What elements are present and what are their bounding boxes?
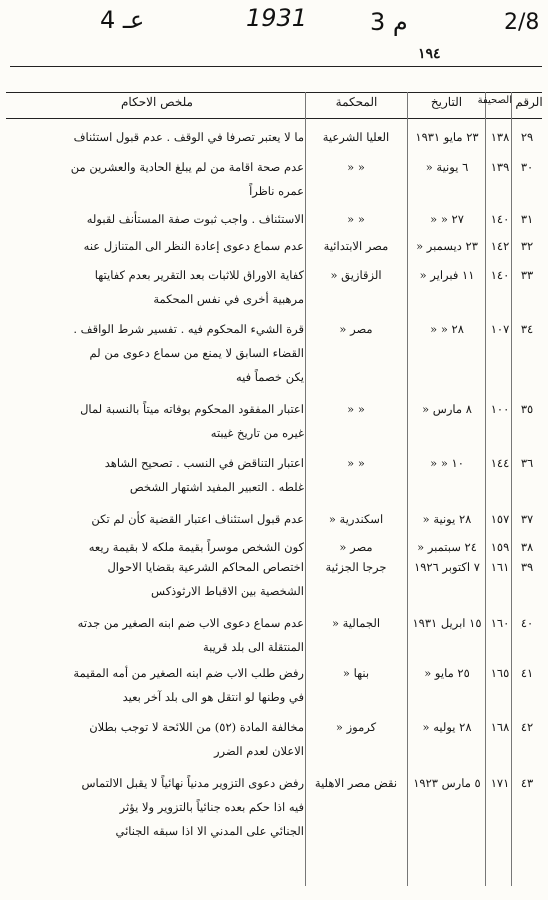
entry-court: « «: [347, 160, 365, 174]
entry-summary-line: يكن خصماً فيه: [236, 370, 304, 384]
entry-court: « «: [347, 402, 365, 416]
entry-summary-line: رفض دعوى التزوير مدنياً نهائياً لا يقبل الالتماس: [81, 776, 304, 790]
entry-page: ١٤٠: [490, 212, 510, 226]
entry-number: ٣٤: [520, 322, 534, 336]
entry-summary-line: مرهبية أخرى في نفس المحكمة: [153, 292, 304, 306]
entry-page: ١٦٨: [490, 720, 510, 734]
entry-summary-line: الجنائي على المدني الا اذا سبقه الجنائي: [115, 824, 304, 838]
entry-summary-line: عدم قبول استئناف اعتبار القضية كأن لم تكن: [91, 512, 304, 526]
entry-court: « «: [347, 456, 365, 470]
entry-page: ١٦٠: [490, 616, 510, 630]
entry-page: ١٥٩: [490, 540, 510, 554]
entry-summary-line: غلطه . التعبير المفيد اشتهار الشخص: [129, 480, 304, 494]
entry-number: ٣٩: [520, 560, 534, 574]
entry-date: ٥ مارس ١٩٢٣: [413, 776, 481, 790]
entry-summary-line: فيه اذا حكم بعده جنائياً بالتزوير ولا يؤثر: [119, 800, 304, 814]
entry-summary-line: اعتبار المفقود المحكوم بوفاته ميتاً بالنسبة لمال: [80, 402, 304, 416]
entry-number: ٣١: [520, 212, 534, 226]
entry-date: ٢٣ مايو ١٩٣١: [415, 130, 479, 144]
entry-summary-line: عدم صحة اقامة من لم يبلغ الحادية والعشرين من: [70, 160, 304, 174]
entry-summary-line: قرة الشيء المحكوم فيه . تفسير شرط الواقف .: [73, 322, 304, 336]
entry-page: ١٣٨: [490, 130, 510, 144]
entry-court: الزقازيق «: [330, 268, 382, 282]
entry-date: ١١ فبراير «: [419, 268, 475, 282]
entry-number: ٤١: [520, 666, 534, 680]
entry-court: مصر «: [339, 540, 373, 554]
entry-court: مصر الابتدائية: [323, 239, 389, 253]
entry-page: ١٤٢: [490, 239, 510, 253]
entry-number: ٤٣: [520, 776, 534, 790]
entry-page: ١٤٠: [490, 268, 510, 282]
entry-number: ٢٩: [520, 130, 534, 144]
entry-summary-line: كون الشخص موسراً بقيمة ملكه لا بقيمة ريعه: [88, 540, 304, 554]
entry-date: ٢٨ يوليه «: [422, 720, 472, 734]
header-number: الرقم: [515, 95, 543, 109]
entry-summary-line: غيره من تاريخ غيبته: [210, 426, 304, 440]
header-court: المحكمة: [335, 95, 378, 109]
handwritten-note-mark: م 3: [370, 8, 408, 36]
entry-summary-line: الاعلان لعدم الضرر: [213, 744, 304, 758]
handwritten-corner-mark: 2/8: [504, 10, 540, 35]
entry-number: ٣٥: [520, 402, 534, 416]
entry-number: ٣٢: [520, 239, 534, 253]
header-date: التاريخ: [430, 95, 463, 109]
entry-court: « «: [347, 212, 365, 226]
entry-number: ٣٧: [520, 512, 534, 526]
entry-summary-line: عمره ناظراً: [249, 184, 304, 198]
entry-date: ٧ اكتوبر ١٩٢٦: [414, 560, 480, 574]
entry-summary-line: في وطنها لو انتقل هو الى بلد آخر بعيد: [122, 690, 304, 704]
entry-date: ١٥ ابريل ١٩٣١: [412, 616, 482, 630]
entry-date: ٢٨ يونية «: [422, 512, 472, 526]
entry-number: ٣٣: [520, 268, 534, 282]
entry-summary-line: رفض طلب الاب ضم ابنه الصغير من أمه المقيمة: [73, 666, 304, 680]
entry-summary-line: المنتقلة الى بلد قريبة: [202, 640, 304, 654]
entry-number: ٤٢: [520, 720, 534, 734]
entry-date: ٢٤ سبتمبر «: [417, 540, 477, 554]
entry-page: ١٦١: [490, 560, 510, 574]
entry-date: ٦ يونية «: [425, 160, 469, 174]
entry-court: كرموز «: [335, 720, 377, 734]
header-summary: ملخص الاحكام: [121, 95, 193, 109]
entry-summary-line: اعتبار التناقض في النسب . تصحيح الشاهد: [104, 456, 304, 470]
entry-summary-line: الشخصية بين الاقباط الارثوذكس: [151, 584, 304, 598]
entry-summary-line: عدم سماع دعوى إعادة النظر الى المتنازل عنه: [83, 239, 304, 253]
entry-summary-line: مخالفة المادة (٥٢) من اللائحة لا توجب بطلان: [89, 720, 304, 734]
entry-page: ١٦٥: [490, 666, 510, 680]
entry-number: ٣٨: [520, 540, 534, 554]
entry-court: بنها «: [342, 666, 370, 680]
entry-number: ٣٠: [520, 160, 534, 174]
entry-summary-line: كفاية الاوراق للاثبات بعد التقرير بعدم كفايتها: [94, 268, 304, 282]
header-rule-top: [6, 92, 542, 93]
handwritten-note-left: عـ 4: [100, 6, 145, 34]
entry-date: ٢٥ مايو «: [424, 666, 470, 680]
entry-date: ٢٣ ديسمبر «: [416, 239, 478, 253]
header-rule-bottom: [6, 118, 542, 119]
entry-summary-line: القضاء السابق لا يمنع من سماع دعوى من لم: [89, 346, 304, 360]
entry-summary-line: الاستئناف . واجب ثبوت صفة المستأنف لقبوله: [86, 212, 304, 226]
entry-summary-line: اختصاص المحاكم الشرعية بقضايا الاحوال: [107, 560, 304, 574]
entry-number: ٣٦: [520, 456, 534, 470]
entry-page: ١٠٧: [490, 322, 510, 336]
entry-court: اسكندرية «: [328, 512, 384, 526]
entry-page: ١٠٠: [490, 402, 510, 416]
entry-date: ٢٨ « «: [430, 322, 464, 336]
page-number: ١٩٤: [418, 46, 441, 62]
entry-summary-line: ما لا يعتبر تصرفا في الوقف . عدم قبول استئناف: [73, 130, 304, 144]
entry-court: نقض مصر الاهلية: [314, 776, 398, 790]
entry-page: ١٤٤: [490, 456, 510, 470]
entry-date: ٢٧ « «: [430, 212, 464, 226]
entry-court: جرجا الجزئية: [325, 560, 387, 574]
entry-court: مصر «: [339, 322, 373, 336]
header-page: الصحيفة: [477, 95, 512, 106]
top-rule: [10, 66, 542, 67]
entry-summary-line: عدم سماع دعوى الاب ضم ابنه الصغير من جدته: [77, 616, 304, 630]
handwritten-note-year: 1931: [246, 4, 308, 32]
entry-page: ١٧١: [490, 776, 510, 790]
entry-court: الجمالية «: [331, 616, 381, 630]
entry-date: ١٠ « «: [430, 456, 464, 470]
entry-court: العليا الشرعية: [322, 130, 390, 144]
entry-date: ٨ مارس «: [422, 402, 472, 416]
entry-number: ٤٠: [520, 616, 534, 630]
entry-page: ١٣٩: [490, 160, 510, 174]
entry-page: ١٥٧: [490, 512, 510, 526]
